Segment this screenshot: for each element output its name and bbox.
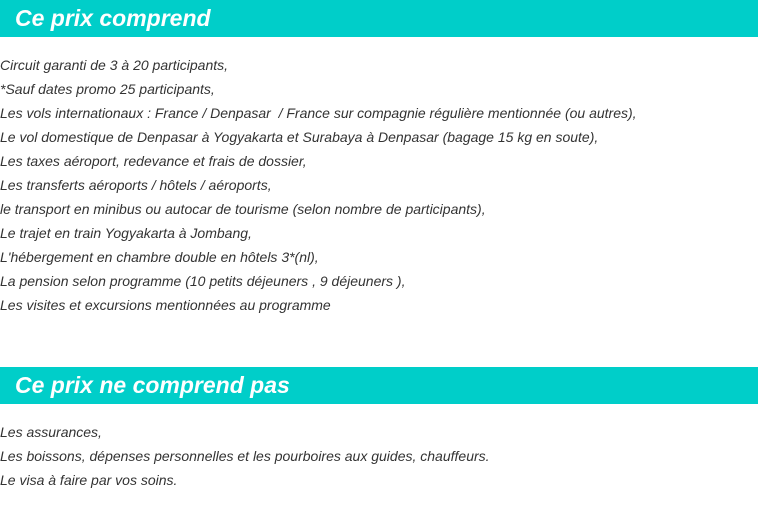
list-item: Les boissons, dépenses personnelles et les pourboires aux guides, chauffeurs.: [0, 448, 490, 464]
list-item: le transport en minibus ou autocar de tourisme (selon nombre de participants),: [0, 201, 486, 217]
list-item: Les taxes aéroport, redevance et frais de dossier,: [0, 153, 307, 169]
list-item: *Sauf dates promo 25 participants,: [0, 81, 215, 97]
included-items-list: [0, 53, 637, 317]
excluded-section-title: Ce prix ne comprend pas: [15, 372, 290, 398]
excluded-items-list: [0, 420, 490, 492]
list-item: Circuit garanti de 3 à 20 participants,: [0, 57, 229, 73]
list-item: Le trajet en train Yogyakarta à Jombang,: [0, 225, 252, 241]
list-item: L'hébergement en chambre double en hôtels 3*(nl),: [0, 249, 319, 265]
excluded-section-header: [0, 367, 758, 404]
list-item: Les assurances,: [0, 424, 102, 440]
included-section-title: Ce prix comprend: [15, 5, 211, 31]
included-section-header: [0, 0, 758, 37]
list-item: La pension selon programme (10 petits déjeuners , 9 déjeuners ),: [0, 273, 406, 289]
list-item: Les vols internationaux : France / Denpasar / France sur compagnie régulière mentionnée (ou autres),: [0, 105, 637, 121]
list-item: Le visa à faire par vos soins.: [0, 472, 178, 488]
list-item: Le vol domestique de Denpasar à Yogyakarta et Surabaya à Denpasar (bagage 15 kg en soute),: [0, 129, 599, 145]
list-item: Les transferts aéroports / hôtels / aéroports,: [0, 177, 272, 193]
list-item: Les visites et excursions mentionnées au programme: [0, 297, 331, 313]
